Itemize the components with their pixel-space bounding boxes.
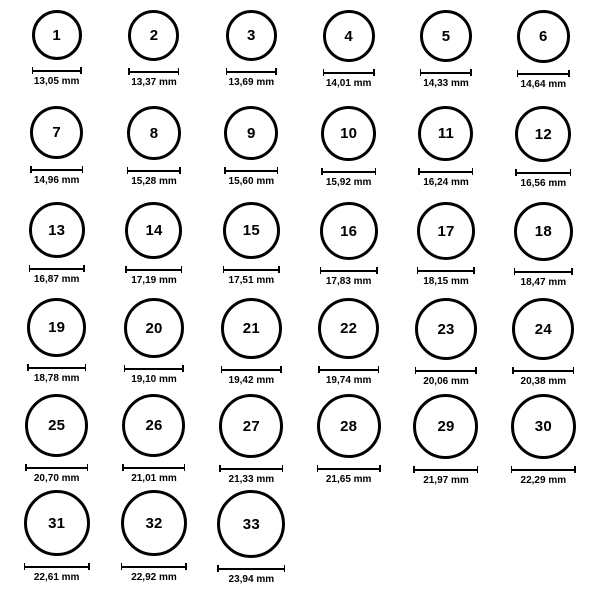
ring-measurement [226,68,277,88]
caliper-icon [321,168,376,175]
ring-size-number: 11 [437,125,455,142]
caliper-icon [511,466,576,473]
ring-size-number: 18 [534,223,552,240]
ring-size-number: 25 [48,417,66,434]
ring-size-number: 9 [247,124,256,142]
ring-size-number: 5 [441,27,451,45]
caliper-icon [317,465,381,472]
caliper-icon [512,367,574,374]
ring-diameter-label: 20,38 mm [520,376,567,387]
ring-size-number: 22 [340,320,358,337]
ring-size-number: 8 [149,124,159,142]
ring-diameter-label: 22,61 mm [33,572,80,583]
ring-circle [24,490,90,556]
ring-size-cell [397,394,494,490]
caliper-icon [320,267,378,274]
ring-size-cell [105,394,202,490]
ring-diameter-label: 21,01 mm [131,473,177,484]
ring-size-number: 19 [48,319,66,336]
ring-circle [27,298,86,357]
caliper-icon [32,67,82,74]
ring-measurement [514,268,573,288]
ring-circle [415,298,477,360]
ring-circle [512,298,574,360]
ring-diameter-label: 22,92 mm [131,572,177,583]
ring-size-number: 10 [340,125,358,142]
ring-diameter-label: 21,97 mm [423,475,469,486]
ring-size-cell [495,202,592,298]
caliper-icon [515,169,571,176]
ring-measurement [32,67,82,87]
ring-measurement [121,563,187,583]
ring-size-number: 23 [437,320,455,338]
caliper-icon [415,367,477,374]
ring-circle [25,394,88,457]
ring-diameter-label: 13,05 mm [33,76,80,87]
ring-diameter-label: 15,28 mm [131,176,177,187]
ring-size-number: 24 [534,320,552,338]
ring-measurement [25,464,88,484]
caliper-icon [219,465,283,472]
caliper-icon [30,166,83,173]
ring-circle [221,298,282,359]
ring-circle [29,202,85,258]
ring-circle [413,394,478,459]
ring-measurement [127,167,181,187]
ring-circle [224,106,278,160]
ring-size-cell [495,298,592,394]
ring-circle [511,394,576,459]
ring-measurement [317,465,381,485]
caliper-icon [24,563,90,570]
ring-measurement [122,464,185,484]
ring-circle [323,10,375,62]
ring-circle [515,106,571,162]
ring-diameter-label: 16,56 mm [520,178,567,189]
ring-size-number: 20 [145,319,163,337]
ring-size-cell [495,394,592,490]
ring-size-cell [8,394,105,490]
ring-size-cell [203,394,300,490]
ring-size-number: 27 [242,417,260,435]
ring-measurement [417,267,475,287]
ring-measurement [124,365,184,385]
ring-size-number: 12 [534,125,552,143]
ring-circle [121,490,187,556]
ring-diameter-label: 17,19 mm [131,275,177,286]
ring-circle [127,106,181,160]
caliper-icon [217,565,285,572]
caliper-icon [517,70,570,77]
ring-circle [420,10,472,62]
caliper-icon [223,266,280,273]
ring-size-cell [203,298,300,394]
ring-diameter-label: 19,42 mm [228,375,275,386]
ring-size-number: 3 [247,27,256,44]
ring-measurement [321,168,376,188]
caliper-icon [323,69,375,76]
ring-diameter-label: 22,29 mm [520,475,567,486]
caliper-icon [514,268,573,275]
caliper-icon [122,464,185,471]
ring-size-cell [397,10,494,106]
ring-measurement [512,367,574,387]
caliper-icon [128,68,179,75]
ring-diameter-label: 20,70 mm [33,473,80,484]
ring-size-cell [105,10,202,106]
ring-diameter-label: 17,83 mm [325,276,372,287]
caliper-icon [417,267,475,274]
ring-size-number: 33 [242,515,260,533]
ring-size-number: 15 [242,222,260,239]
ring-size-cell [495,10,592,106]
ring-size-cell [8,490,105,586]
ring-size-number: 7 [52,124,61,141]
ring-measurement [418,168,473,188]
ring-circle [514,202,573,261]
caliper-icon [27,364,86,371]
ring-measurement [24,563,90,583]
ring-size-cell [495,106,592,202]
ring-size-cell [397,106,494,202]
ring-measurement [27,364,86,384]
ring-circle [320,202,378,260]
ring-measurement [219,465,283,485]
ring-circle [317,394,381,458]
ring-size-number: 13 [48,221,66,239]
ring-measurement [511,466,576,486]
ring-circle [417,202,475,260]
ring-size-cell [300,10,397,106]
ring-diameter-label: 13,69 mm [228,77,275,88]
caliper-icon [25,464,88,471]
ring-size-number: 32 [145,514,163,532]
caliper-icon [29,265,85,272]
ring-diameter-label: 14,01 mm [325,78,372,89]
ring-circle [125,202,182,259]
ring-measurement [217,565,285,585]
ring-size-cell [397,202,494,298]
ring-measurement [420,69,472,89]
ring-size-cell [203,490,300,586]
ring-size-number: 29 [437,418,455,435]
ring-circle [223,202,280,259]
ring-measurement [517,70,570,90]
ring-measurement [415,367,477,387]
ring-circle [217,490,285,558]
ring-circle [226,10,277,61]
ring-diameter-label: 23,94 mm [228,574,275,585]
ring-size-cell [8,10,105,106]
ring-diameter-label: 14,96 mm [33,175,80,186]
ring-size-number: 14 [145,222,163,239]
ring-circle [124,298,184,358]
ring-diameter-label: 19,10 mm [131,374,177,385]
ring-diameter-label: 15,92 mm [325,177,372,188]
ring-circle [517,10,570,63]
caliper-icon [418,168,473,175]
ring-circle [318,298,379,359]
ring-size-number: 31 [48,514,66,532]
ring-measurement [223,266,280,286]
caliper-icon [413,466,478,473]
ring-measurement [29,265,85,285]
ring-measurement [125,266,182,286]
ring-size-number: 21 [242,320,260,337]
ring-size-cell [397,298,494,394]
ring-size-number: 28 [340,417,358,435]
caliper-icon [318,366,379,373]
ring-measurement [413,466,478,486]
ring-measurement [30,166,83,186]
ring-size-cell [300,298,397,394]
ring-diameter-label: 18,78 mm [33,373,80,384]
ring-measurement [318,366,379,386]
ring-diameter-label: 17,51 mm [228,275,275,286]
caliper-icon [124,365,184,372]
caliper-icon [420,69,472,76]
ring-size-grid [8,10,592,586]
ring-diameter-label: 20,06 mm [423,376,469,387]
caliper-icon [127,167,181,174]
ring-size-cell [105,490,202,586]
ring-diameter-label: 16,87 mm [33,274,80,285]
ring-diameter-label: 13,37 mm [131,77,177,88]
ring-size-number: 16 [340,222,358,240]
caliper-icon [125,266,182,273]
ring-size-cell [105,298,202,394]
ring-size-cell [300,202,397,298]
ring-circle [32,10,82,60]
ring-diameter-label: 15,60 mm [228,176,275,187]
ring-diameter-label: 14,64 mm [520,79,567,90]
ring-diameter-label: 18,15 mm [423,276,469,287]
ring-size-cell [300,106,397,202]
ring-size-number: 17 [437,222,455,240]
ring-diameter-label: 16,24 mm [423,177,469,188]
caliper-icon [221,366,282,373]
ring-size-cell [8,106,105,202]
ring-size-number: 26 [145,417,163,434]
ring-circle [321,106,376,161]
ring-size-cell [105,202,202,298]
ring-circle [219,394,283,458]
ring-diameter-label: 18,47 mm [520,277,567,288]
ring-size-cell [105,106,202,202]
ring-size-number: 1 [52,26,61,44]
ring-size-cell [8,298,105,394]
ring-diameter-label: 19,74 mm [325,375,372,386]
ring-size-cell [203,10,300,106]
ring-size-number: 4 [344,27,353,45]
ring-diameter-label: 14,33 mm [423,78,469,89]
caliper-icon [121,563,187,570]
ring-diameter-label: 21,33 mm [228,474,275,485]
ring-size-number: 2 [149,27,159,44]
ring-size-cell [203,202,300,298]
ring-size-cell [300,394,397,490]
ring-circle [128,10,179,61]
ring-circle [418,106,473,161]
ring-size-cell [8,202,105,298]
ring-measurement [323,69,375,89]
ring-size-number: 30 [534,418,552,435]
ring-measurement [515,169,571,189]
ring-circle [30,106,83,159]
ring-measurement [224,167,278,187]
ring-measurement [128,68,179,88]
caliper-icon [224,167,278,174]
ring-size-number: 6 [539,28,548,45]
ring-measurement [320,267,378,287]
ring-size-cell [203,106,300,202]
ring-measurement [221,366,282,386]
ring-circle [122,394,185,457]
caliper-icon [226,68,277,75]
ring-diameter-label: 21,65 mm [325,474,372,485]
